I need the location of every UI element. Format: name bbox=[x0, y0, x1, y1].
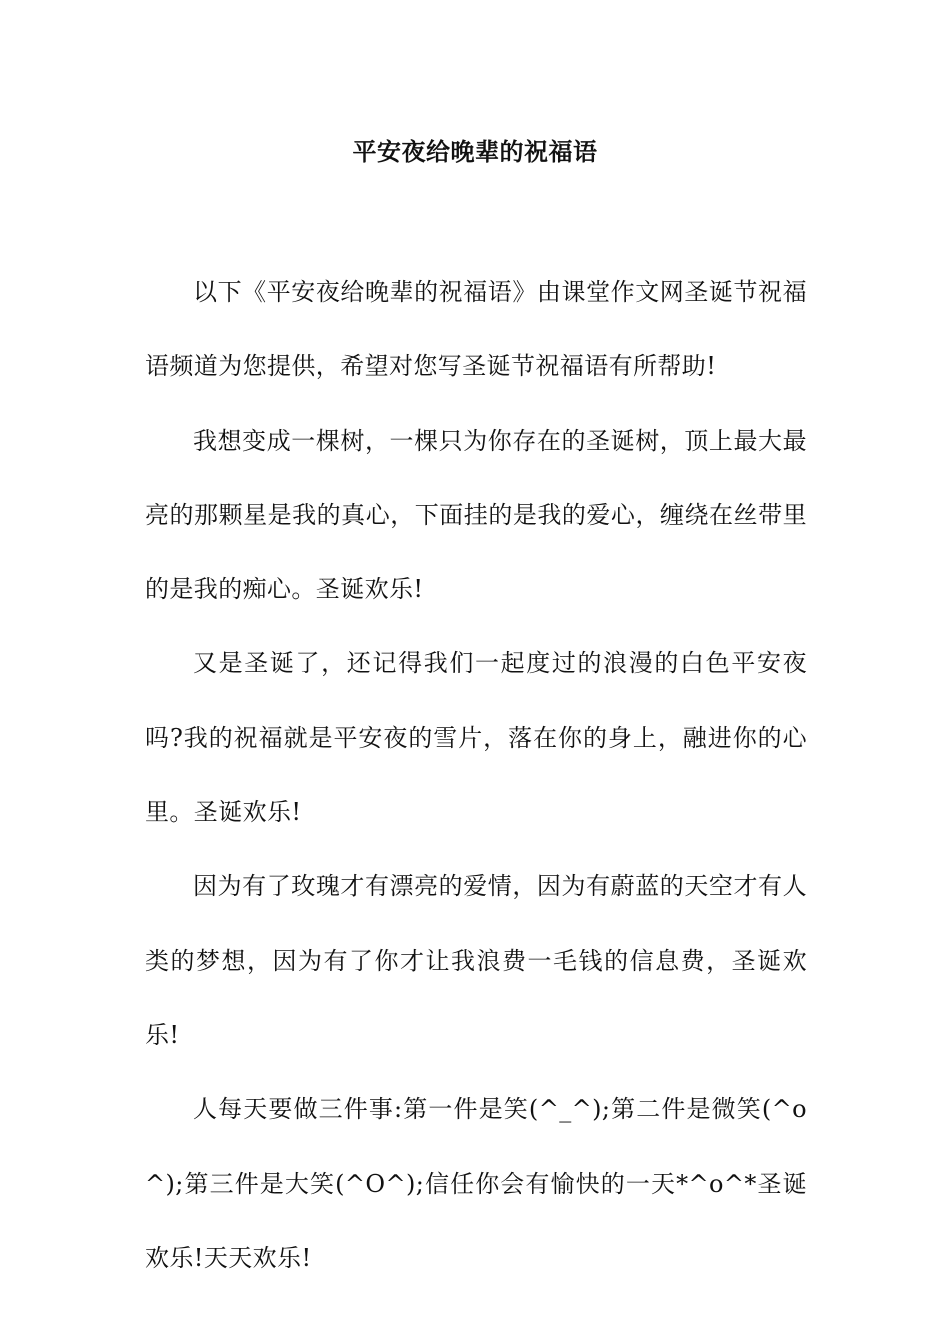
paragraph-christmas-tree: 我想变成一棵树，一棵只为你存在的圣诞树，顶上最大最亮的那颗星是我的真心，下面挂的是我的爱心，缠绕在丝带里的是我的痴心。圣诞欢乐! bbox=[145, 426, 807, 604]
paragraph-three-things: 人每天要做三件事:第一件是笑(^_^);第二件是微笑(^o^);第三件是大笑(^O^);信任你会有愉快的一天*^o^*圣诞欢乐!天天欢乐! bbox=[145, 1095, 807, 1272]
document-title: 平安夜给晚辈的祝福语 bbox=[352, 137, 598, 166]
paragraph-roses-and-sky: 因为有了玫瑰才有漂亮的爱情，因为有蔚蓝的天空才有人类的梦想，因为有了你才让我浪费一毛钱的信息费，圣诞欢乐! bbox=[145, 872, 807, 1049]
paragraph-white-christmas-eve: 又是圣诞了，还记得我们一起度过的浪漫的白色平安夜吗?我的祝福就是平安夜的雪片，落在你的身上，融进你的心里。圣诞欢乐! bbox=[145, 649, 807, 827]
document-body bbox=[145, 255, 807, 1295]
paragraph-intro: 以下《平安夜给晚辈的祝福语》由课堂作文网圣诞节祝福语频道为您提供，希望对您写圣诞节祝福语有所帮助! bbox=[145, 278, 807, 381]
